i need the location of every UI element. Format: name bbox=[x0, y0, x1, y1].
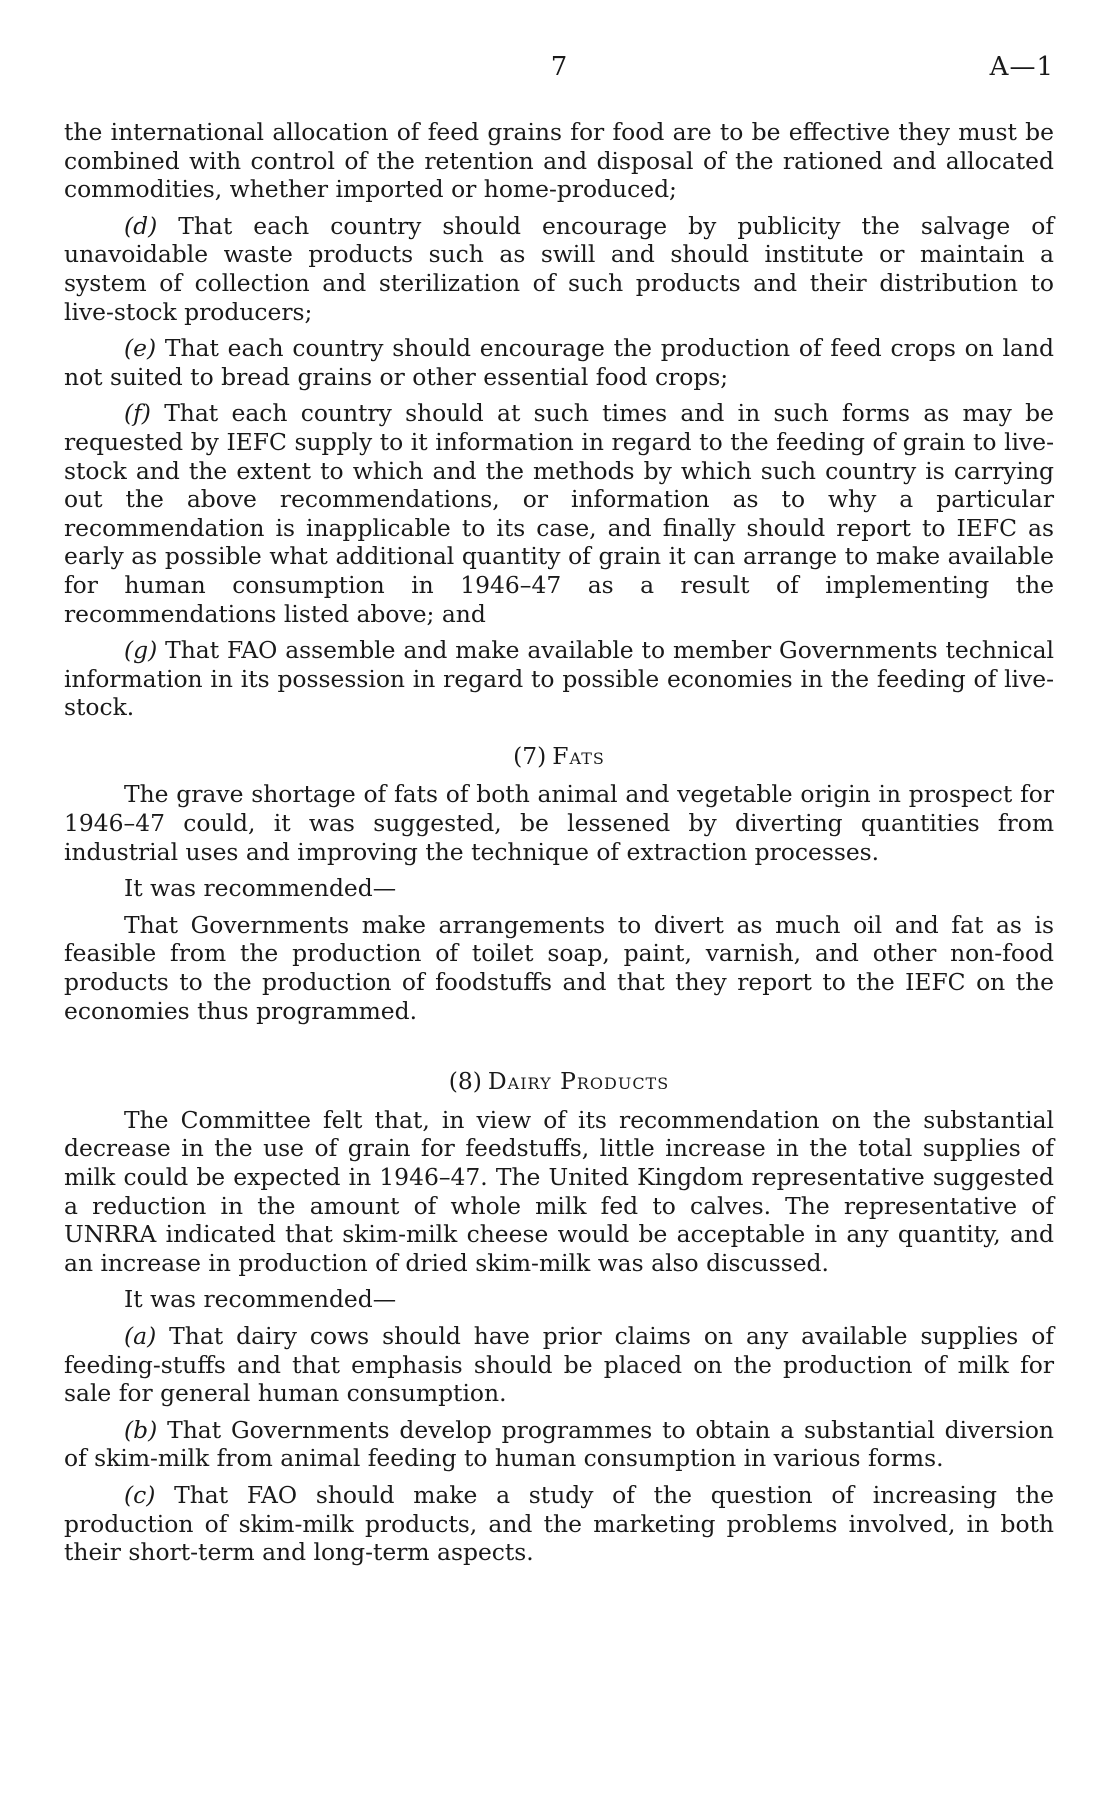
item-label: (a) bbox=[124, 1321, 157, 1350]
dairy-item-c bbox=[64, 1481, 1054, 1567]
page-header bbox=[64, 52, 1054, 92]
section-title: Dairy Products bbox=[487, 1067, 670, 1096]
item-text: That each country should encourage by publicity the salvage of unavoidable waste products such as swill and should institute or maintain a system of collection and sterilization of such products and their distribution to live-stock producers; bbox=[64, 211, 1054, 326]
page-number: 7 bbox=[550, 52, 568, 82]
item-label: (b) bbox=[124, 1415, 158, 1444]
item-label: (f) bbox=[124, 399, 151, 428]
dairy-item-a bbox=[64, 1322, 1054, 1408]
dairy-recommended-label: It was recommended— bbox=[124, 1285, 397, 1314]
fats-recommendation: That Governments make arrangements to divert as much oil and fat as is feasible from the production of toilet soap, paint, varnish, and other non-food products to the production of foodstuffs and that they report to the IEFC on the economies thus programmed. bbox=[64, 910, 1054, 1025]
section-number: (7) bbox=[513, 741, 547, 770]
paragraph-continuation: the international allocation of feed grains for food are to be effective they must be combined with control of the retention and disposal of the rationed and allocated commodities, whether imported or home-produced; bbox=[64, 118, 1054, 204]
recommendation-item-f bbox=[64, 399, 1054, 628]
section-number: (8) bbox=[448, 1067, 482, 1096]
fats-intro-paragraph: The grave shortage of fats of both animal and vegetable origin in prospect for 1946–47 could, it was suggested, be lessened by diverting quantities from industrial uses and improving the technique of extraction processes. bbox=[64, 780, 1054, 866]
item-text: That FAO should make a study of the question of increasing the production of skim-milk products, and the marketing problems involved, in both their short-term and long-term aspects. bbox=[64, 1480, 1054, 1567]
item-label: (c) bbox=[124, 1480, 156, 1509]
dairy-intro-paragraph: The Committee felt that, in view of its recommendation on the substantial decrease in the use of grain for feedstuffs, little increase in the total supplies of milk could be expected in 1946–47. The United Kingdom representative suggested a reduction in the amount of whole milk fed to calves. The representative of UNRRA indicated that skim-milk cheese would be acceptable in any quantity, and an increase in production of dried skim-milk was also discussed. bbox=[64, 1105, 1054, 1277]
item-label: (g) bbox=[124, 636, 158, 665]
item-text: That FAO assemble and make available to member Governments technical information in its possession in regard to possible economies in the feeding of live-stock. bbox=[64, 636, 1054, 722]
document-reference: A—1 bbox=[989, 52, 1054, 82]
item-text: That each country should encourage the production of feed crops on land not suited to bread grains or other essential food crops; bbox=[64, 334, 1054, 391]
fats-recommended-label: It was recommended— bbox=[124, 874, 397, 903]
section-heading-dairy bbox=[64, 1067, 1054, 1096]
recommendation-item-e bbox=[64, 334, 1054, 391]
item-label: (d) bbox=[124, 211, 158, 240]
recommendation-item-g bbox=[64, 636, 1054, 722]
section-title: Fats bbox=[552, 741, 605, 770]
section-heading-fats bbox=[64, 742, 1054, 771]
body-text bbox=[64, 118, 1054, 1575]
recommendation-item-d bbox=[64, 212, 1054, 326]
dairy-item-b bbox=[64, 1416, 1054, 1473]
item-text: That dairy cows should have prior claims on any available supplies of feeding-stuffs and that emphasis should be placed on the production of milk for sale for general human consumption. bbox=[64, 1321, 1054, 1408]
item-text: That Governments develop programmes to obtain a substantial diversion of skim-milk from animal feeding to human consumption in various forms. bbox=[64, 1415, 1054, 1473]
item-text: That each country should at such times and in such forms as may be requested by IEFC supply to it information in regard to the feeding of grain to live-stock and the extent to which and the methods by which such country is carrying out the above recommendations, or information as to why a particular recommendation is inapplicable to its case, and finally should report to IEFC as early as possible what additional quantity of grain it can arrange to make available for human consumption in 1946–47 as a result of implementing the recommendations listed above; and bbox=[64, 399, 1054, 628]
item-label: (e) bbox=[124, 334, 157, 363]
